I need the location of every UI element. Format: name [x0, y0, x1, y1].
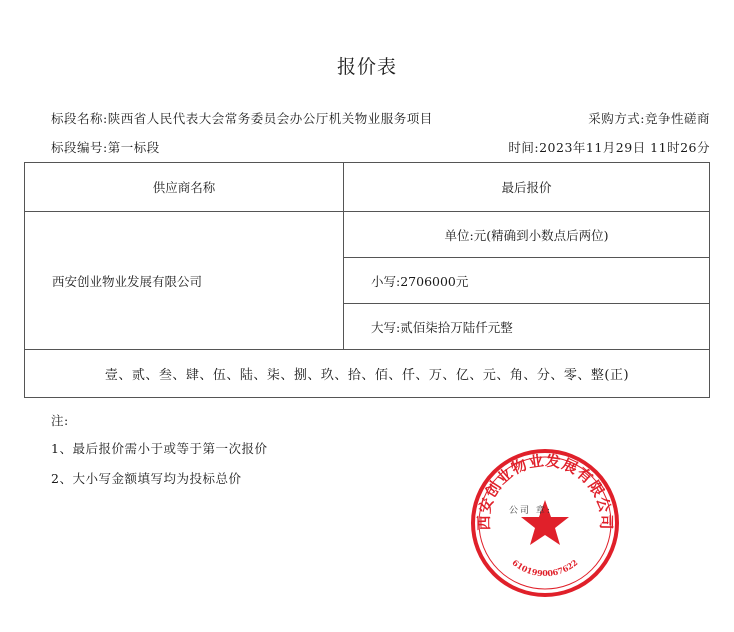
quote-time: 时间:2023年11月29日 11时26分: [508, 140, 710, 155]
company-seal: [470, 448, 620, 598]
numerals-reference: 壹、贰、叁、肆、伍、陆、柒、捌、玖、拾、佰、仟、万、亿、元、角、分、零、整(正): [25, 350, 710, 398]
supplier-name: 西安创业物业发展有限公司: [25, 212, 344, 350]
procurement-method: 采购方式:竞争性磋商: [588, 111, 710, 126]
table-row: [25, 212, 710, 258]
page-title: 报价表: [336, 56, 397, 78]
section-name: 标段名称:陕西省人民代表大会常务委员会办公厅机关物业服务项目: [51, 111, 433, 126]
section-number: 标段编号:第一标段: [51, 140, 160, 155]
supplier-header: 供应商名称: [25, 163, 344, 212]
seal-serial-number: 6101990067622: [510, 557, 580, 579]
amount-small: 小写:2706000元: [344, 258, 710, 304]
seal-company-text: 西安创业物业发展有限公司: [474, 451, 616, 531]
note-item: 1、最后报价需小于或等于第一次报价: [51, 441, 268, 456]
table-row: [25, 350, 710, 398]
quote-table: [24, 162, 710, 398]
seal-label: 公司 章:: [509, 506, 552, 516]
note-item: 2、大小写金额填写均为投标总价: [51, 471, 242, 486]
notes-heading: 注:: [51, 413, 69, 428]
unit-note: 单位:元(精确到小数点后两位): [344, 212, 710, 258]
amount-big: 大写:贰佰柒拾万陆仟元整: [344, 304, 710, 350]
final-quote-header: 最后报价: [344, 163, 710, 212]
table-header-row: [25, 163, 710, 212]
